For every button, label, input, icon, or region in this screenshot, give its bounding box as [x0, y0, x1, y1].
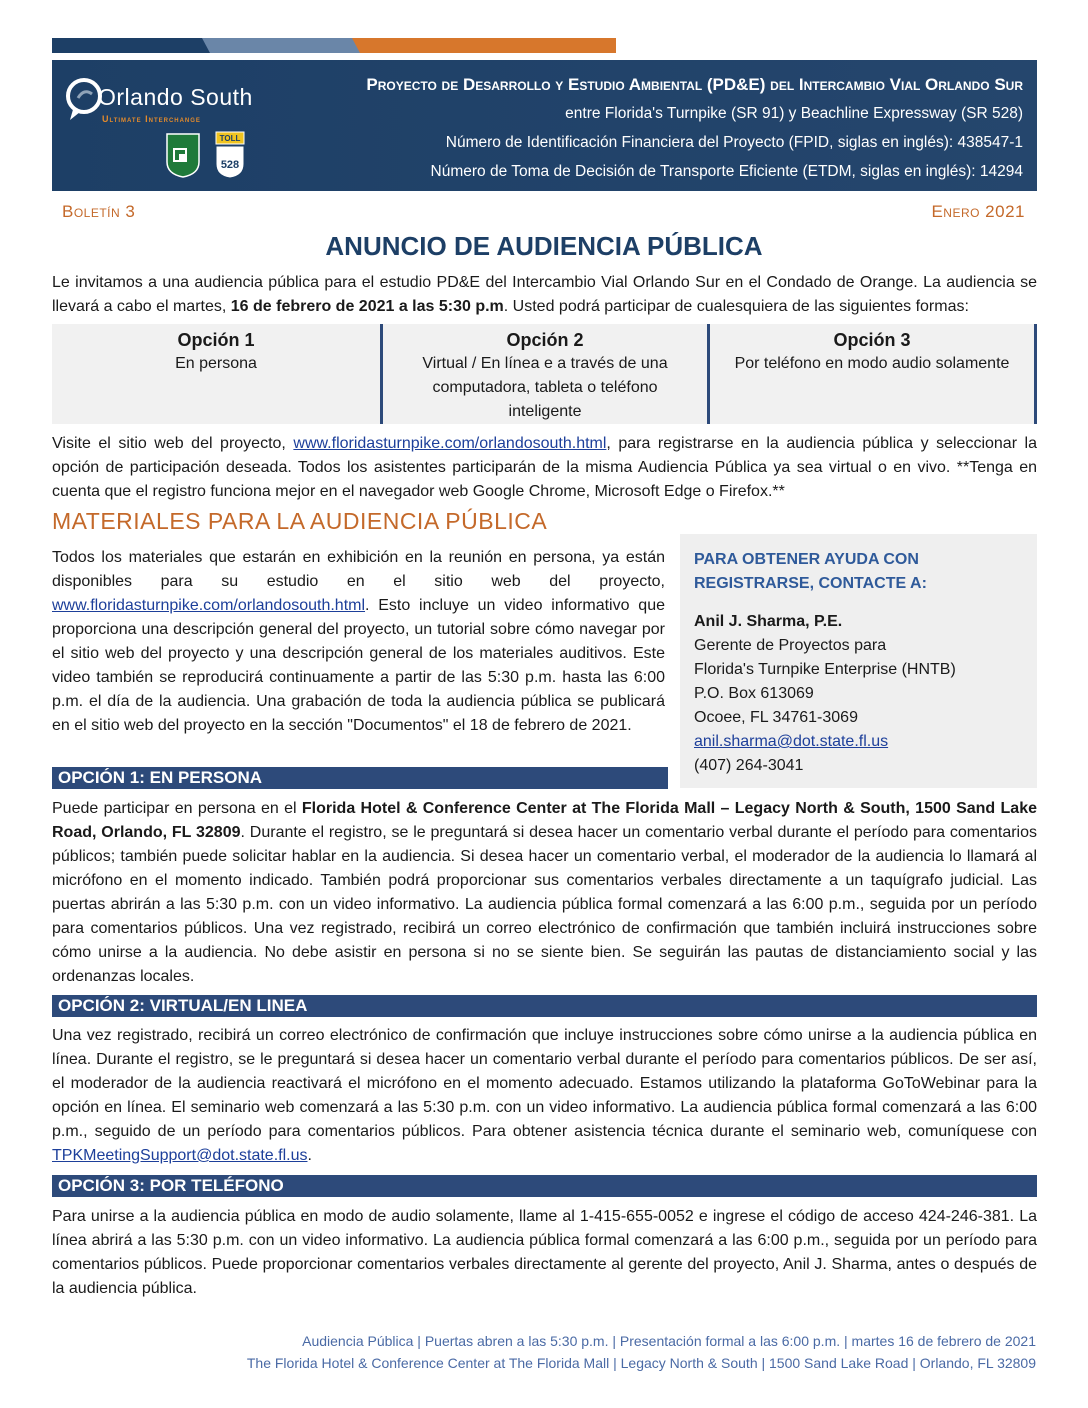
logo-tagline: Ultimate Interchange	[102, 114, 201, 124]
etdm-line: Número de Toma de Decisión de Transporte Eficiente (ETDM, siglas en inglés): 14294	[430, 163, 1023, 180]
option-1-heading: OPCIÓN 1: EN PERSONA	[52, 767, 668, 789]
materials-paragraph: Todos los materiales que estarán en exhibición en la reunión en persona, ya están disponibles para su estudio en el sitio web del proyecto, www.floridasturnpike.com/orlandosouth.html. Esto incluye un video informativo que proporciona una descripción general del proyecto, un tutorial sobre cómo navegar por el sitio web del proyecto y una descripción general de los materiales auditivos. Este video también se reproducirá continuamente a partir de las 5:30 p.m. hasta las 6:00 p.m. el día de la audiencia. Una grabación de toda la audiencia pública se publicará en el sitio web del proyecto en la sección "Documentos" el 18 de febrero de 2021.	[52, 549, 665, 734]
bulletin-number: Boletín 3	[62, 202, 136, 221]
fpid-line: Número de Identificación Financiera del Proyecto (FPID, siglas en inglés): 438547-1	[445, 134, 1023, 151]
logo-text: Orlando South	[98, 84, 253, 110]
footer-line-1: Audiencia Pública | Puertas abren a las 5:30 p.m. | Presentación formal a las 6:00 p.m. | martes 16 de febrero de 2021	[302, 1333, 1036, 1349]
turnpike-shield-icon	[165, 132, 201, 178]
option-3-cell: Opción 3 Por teléfono en modo audio solamente	[734, 330, 1010, 372]
project-title: Proyecto de Desarrollo y Estudio Ambiental (PD&E) del Intercambio Vial Orlando Sur	[366, 75, 1023, 94]
header-banner	[52, 60, 1037, 191]
venue-address: Florida Hotel & Conference Center at The Florida Mall – Legacy North & South, 1500 Sand Lake Road, Orlando, FL 32809	[52, 800, 1037, 841]
contact-box: PARA OBTENER AYUDA CON REGISTRARSE, CONTACTE A: Anil J. Sharma, P.E. Gerente de Proyectos para Florida's Turnpike Enterprise (HNTB) P.O. Box 613069 Ocoee, FL 34761-3069 anil.sharma@dot.state.fl.us (407) 264-3041	[680, 534, 1037, 788]
contact-heading: PARA OBTENER AYUDA CON REGISTRARSE, CONTACTE A:	[694, 551, 927, 592]
page-title: ANUNCIO DE AUDIENCIA PÚBLICA	[325, 231, 763, 261]
support-email-link[interactable]: TPKMeetingSupport@dot.state.fl.us	[52, 1147, 308, 1164]
divider	[1034, 324, 1037, 424]
toll-528-shield-icon	[212, 130, 248, 180]
hearing-datetime: 16 de febrero de 2021 a las 5:30 p.m	[230, 298, 504, 315]
intro-paragraph: Le invitamos a una audiencia pública para el estudio PD&E del Intercambio Vial Orlando Sur en el Condado de Orange. La audiencia se llevará a cabo el martes, 16 de febrero de 2021 a las 5:30 p.m. Usted podrá participar de cualesquiera de las siguientes formas:	[52, 274, 1037, 315]
materials-website-link[interactable]: www.floridasturnpike.com/orlandosouth.html	[52, 597, 366, 614]
option-1-paragraph: Puede participar en persona en el Florida Hotel & Conference Center at The Florida Mall – Legacy North & South, 1500 Sand Lake Road, Orlando, FL 32809. Durante el registro, se le preguntará si desea hacer un comentario verbal durante el período para comentarios públicos; también puede solicitar hablar en la audiencia. Si desea hacer un comentario verbal, el moderador de la audiencia lo llamará al micrófono en el momento indicado. También podrá proporcionar sus comentarios verbales directamente a un taquígrafo judicial. Las puertas abrirán a las 5:30 p.m. con un video informativo. La audiencia pública formal comenzará a las 6:00 p.m., seguida por un período para comentarios públicos. Una vez registrado, recibirá un correo electrónico de confirmación que también incluirá instrucciones sobre cómo unirse a la audiencia. No debe asistir en persona si no se siente bien. Se seguirán las pautas de distanciamiento social y las ordenanzas locales.	[52, 800, 1038, 985]
header-stripe	[52, 38, 616, 53]
contact-role: Gerente de Proyectos para	[694, 637, 887, 654]
contact-city: Ocoee, FL 34761-3069	[694, 709, 858, 726]
materials-heading: MATERIALES PARA LA AUDIENCIA PÚBLICA	[52, 508, 548, 534]
footer-line-2: The Florida Hotel & Conference Center at The Florida Mall | Legacy North & South | 1500 Sand Lake Road | Orlando, FL 32809	[246, 1355, 1036, 1371]
bulletin-date: Enero 2021	[931, 202, 1025, 221]
contact-email-link[interactable]: anil.sharma@dot.state.fl.us	[694, 733, 889, 750]
toll-label: TOLL	[219, 134, 241, 143]
contact-org: Florida's Turnpike Enterprise (HNTB)	[694, 661, 956, 678]
option-1-cell: Opción 1 En persona	[175, 330, 257, 372]
route-number: 528	[220, 159, 240, 171]
contact-name: Anil J. Sharma	[694, 613, 806, 630]
contact-phone: (407) 264-3041	[694, 757, 804, 774]
option-2-paragraph: Una vez registrado, recibirá un correo electrónico de confirmación que incluye instrucciones sobre cómo unirse a la audiencia pública en línea. Durante el registro, se le preguntará si desea hacer un comentario verbal durante el período para comentarios públicos. De ser así, el moderador de la audiencia reactivará el micrófono en el momento adecuado. Estamos utilizando la plataforma GoToWebinar para la opción en línea. El seminario web comenzará a las 5:30 p.m. con un video informativo. La audiencia pública formal comenzará a las 6:00 p.m., seguido de un período para comentarios públicos. Para obtener asistencia técnica durante el seminario web, comuníquese con TPKMeetingSupport@dot.state.fl.us.	[52, 1027, 1037, 1164]
option-2-cell: Opción 2 Virtual / En línea e a través de una computadora, tableta o teléfono inteligente	[422, 330, 668, 420]
option-3-paragraph: Para unirse a la audiencia pública en modo de audio solamente, llame al 1-415-655-0052 e ingrese el código de acceso 424-246-381. La línea abrirá a las 5:30 p.m. con un video informativo. La audiencia pública formal comenzará a las 6:00 p.m., seguida por un período para comentarios públicos. Puede proporcionar comentarios verbales directamente al gerente del proyecto, Anil J. Sharma, antes o después de la audiencia pública.	[52, 1208, 1037, 1297]
project-limits: entre Florida's Turnpike (SR 91) y Beachline Expressway (SR 528)	[565, 105, 1023, 122]
option-2-heading: OPCIÓN 2: VIRTUAL/EN LINEA	[52, 995, 1037, 1017]
project-website-link[interactable]: www.floridasturnpike.com/orlandosouth.html	[293, 435, 607, 452]
options-table	[52, 324, 1037, 424]
option-3-heading: OPCIÓN 3: POR TELÉFONO	[52, 1175, 1037, 1197]
contact-po-box: P.O. Box 613069	[694, 685, 814, 702]
visit-paragraph: Visite el sitio web del proyecto, www.floridasturnpike.com/orlandosouth.html, para registrarse en la audiencia pública y seleccionar la opción de participación deseada. Todos los asistentes participarán de la misma Audiencia Pública ya sea virtual o en vivo. **Tenga en cuenta que el registro funciona mejor en el navegador web Google Chrome, Microsoft Edge o Firefox.**	[52, 435, 1037, 500]
